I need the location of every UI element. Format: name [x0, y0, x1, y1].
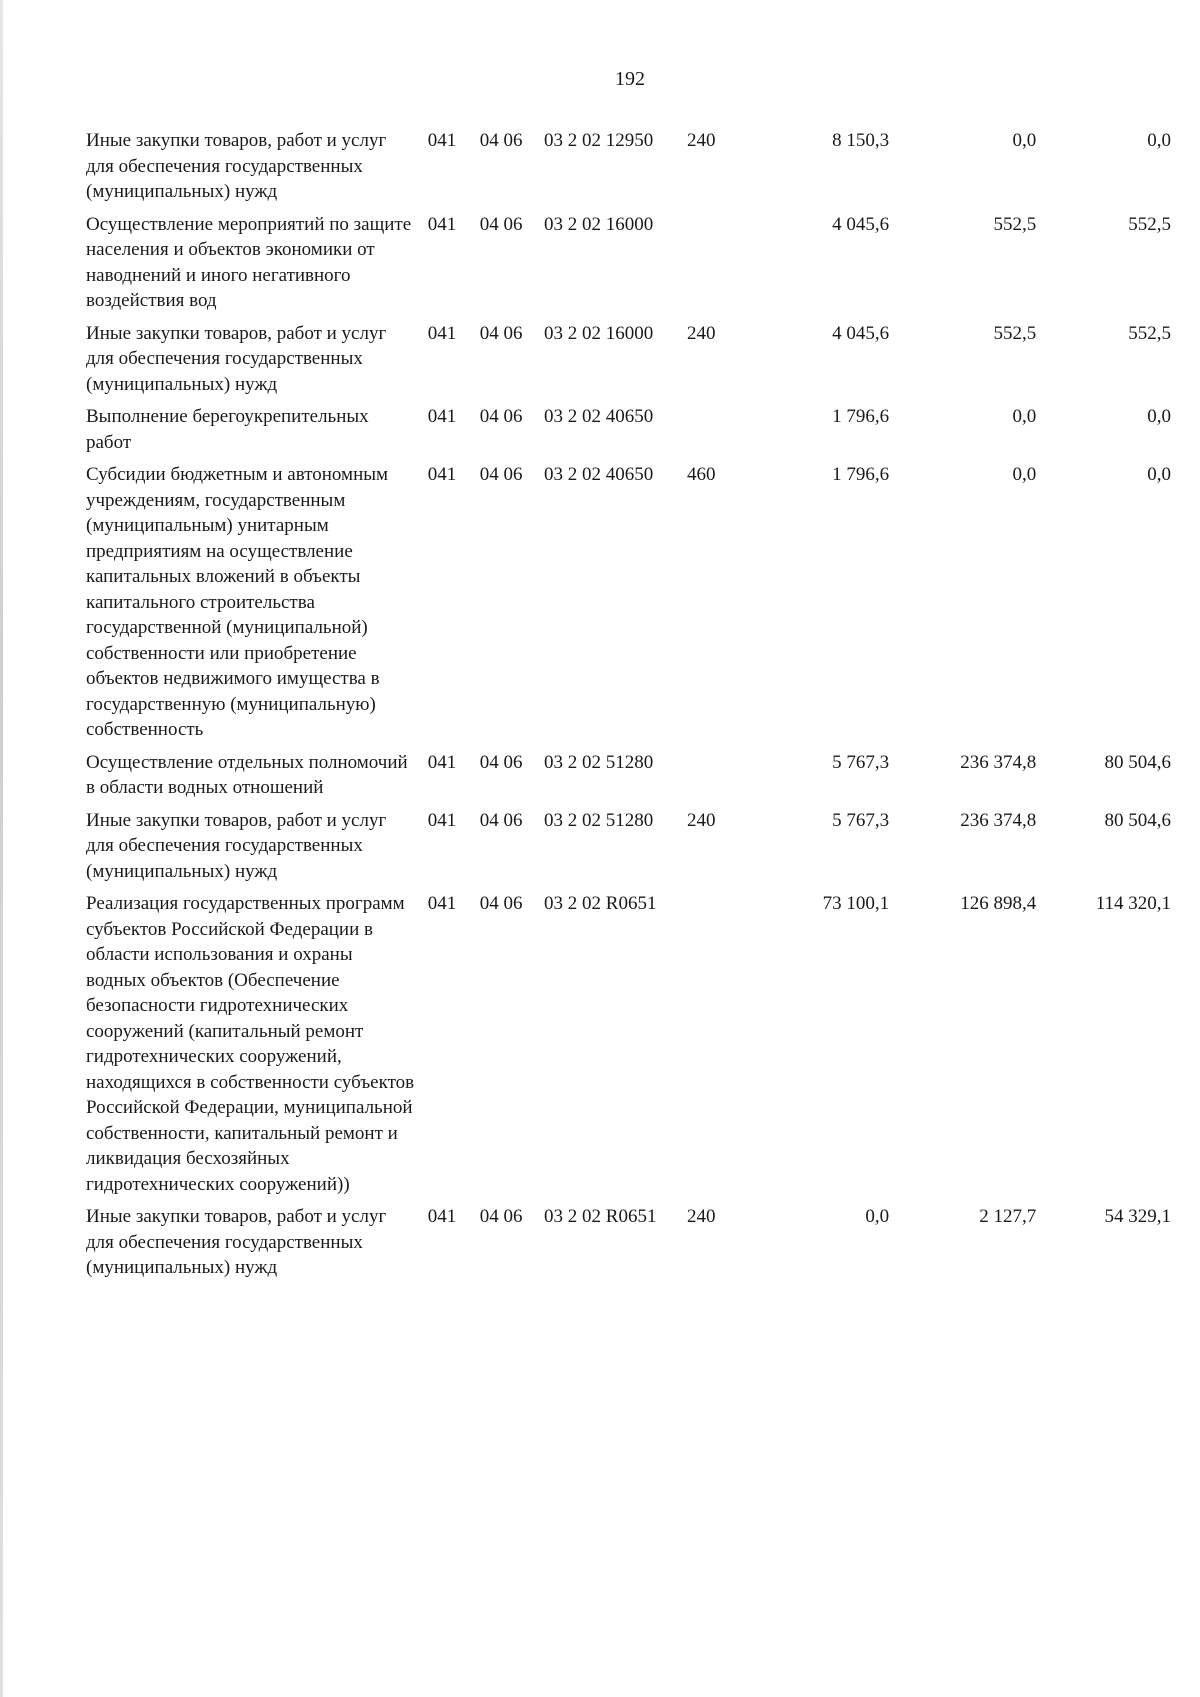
row-year1: 5 767,3 [832, 751, 890, 773]
row-year1: 1 796,6 [832, 406, 890, 427]
row-section: 04 06 [479, 464, 523, 485]
row-grbs: 041 [427, 893, 457, 914]
row-vr: 240 [687, 130, 716, 151]
row-grbs: 041 [427, 406, 457, 427]
row-year3: 114 320,1 [1095, 893, 1171, 914]
row-year1: 4 045,6 [832, 213, 890, 235]
row-vr [687, 212, 749, 321]
row-year3: 0,0 [1147, 406, 1171, 427]
row-section: 04 06 [479, 751, 523, 773]
row-year2: 126 898,4 [960, 893, 1037, 914]
row-grbs: 041 [427, 809, 457, 831]
row-year3: 54 329,1 [1104, 1206, 1171, 1227]
row-csr: 03 2 02 12950 [544, 130, 654, 151]
row-year2: 0,0 [1012, 464, 1037, 485]
table-row [86, 891, 1171, 1204]
row-grbs: 041 [427, 213, 457, 235]
row-year1: 4 045,6 [832, 322, 890, 344]
row-year2: 552,5 [993, 213, 1037, 235]
row-section: 04 06 [479, 213, 523, 235]
row-year3: 80 504,6 [1104, 751, 1171, 773]
row-year1: 73 100,1 [822, 893, 890, 914]
row-section: 04 06 [479, 406, 523, 427]
table-row [86, 750, 1171, 808]
row-year2: 552,5 [993, 322, 1037, 344]
row-csr: 03 2 02 51280 [544, 809, 654, 831]
table-row [86, 462, 1171, 750]
row-grbs: 041 [427, 751, 457, 773]
row-name: Реализация государственных программ субъектов Российской Федерации в области использования и охраны водных объектов (Обеспечение безопасности гидротехнических сооружений (капитальный ремонт гидротехнических сооружений, находящихся в собственности субъектов Российской Федерации, муниципальной собственности, капитальный ремонт и ликвидация бесхозяйных гидротехнических сооружений)) [86, 893, 415, 1195]
row-year1: 1 796,6 [832, 464, 890, 485]
row-grbs: 041 [427, 464, 457, 485]
row-csr: 03 2 02 51280 [544, 751, 654, 773]
row-section: 04 06 [479, 130, 523, 151]
row-vr: 240 [687, 809, 716, 831]
row-vr: 460 [687, 464, 716, 485]
table-row [86, 1204, 1171, 1288]
row-vr [687, 750, 749, 808]
table-row [86, 321, 1171, 405]
budget-table [86, 128, 1171, 1288]
row-name: Осуществление мероприятий по защите населения и объектов экономики от наводнений и иного негативного воздействия вод [86, 213, 412, 311]
table-row [86, 128, 1171, 212]
row-vr [687, 891, 749, 1204]
row-name: Выполнение берегоукрепительных работ [86, 406, 369, 453]
row-name: Иные закупки товаров, работ и услуг для обеспечения государственных (муниципальных) нужд [86, 1206, 387, 1278]
scan-edge [0, 0, 3, 1697]
row-year1: 8 150,3 [832, 130, 890, 151]
row-year1: 5 767,3 [832, 809, 890, 831]
row-csr: 03 2 02 R0651 [544, 1206, 657, 1227]
row-csr: 03 2 02 40650 [544, 464, 654, 485]
row-csr: 03 2 02 16000 [544, 213, 654, 235]
row-name: Субсидии бюджетным и автономным учреждениям, государственным (муниципальным) унитарным предприятиям на осуществление капитальных вложений в объекты капитального строительства государственной (муниципальной) собственности или приобретение объектов недвижимого имущества в государственную (муниципальную) собственность [86, 464, 389, 740]
row-csr: 03 2 02 40650 [544, 406, 654, 427]
row-vr [687, 404, 749, 462]
row-year2: 2 127,7 [979, 1206, 1037, 1227]
row-year2: 0,0 [1012, 130, 1037, 151]
row-csr: 03 2 02 16000 [544, 322, 654, 344]
row-year3: 0,0 [1147, 464, 1171, 485]
row-year3: 0,0 [1147, 130, 1171, 151]
row-year2: 236 374,8 [960, 751, 1037, 773]
row-year3: 552,5 [1128, 322, 1171, 344]
row-grbs: 041 [427, 130, 457, 151]
row-grbs: 041 [427, 1206, 457, 1227]
page-number: 192 [615, 68, 645, 90]
table-body [86, 128, 1171, 1288]
row-vr: 240 [687, 1206, 716, 1227]
row-name: Осуществление отдельных полномочий в области водных отношений [86, 751, 408, 798]
row-name: Иные закупки товаров, работ и услуг для обеспечения государственных (муниципальных) нужд [86, 809, 387, 882]
row-vr: 240 [687, 322, 716, 344]
row-year2: 0,0 [1012, 406, 1037, 427]
table-row [86, 404, 1171, 462]
table-row [86, 212, 1171, 321]
row-name: Иные закупки товаров, работ и услуг для обеспечения государственных (муниципальных) нужд [86, 322, 387, 395]
row-csr: 03 2 02 R0651 [544, 893, 657, 914]
row-year3: 552,5 [1128, 213, 1171, 235]
row-section: 04 06 [479, 1206, 523, 1227]
row-grbs: 041 [427, 322, 457, 344]
row-section: 04 06 [479, 893, 523, 914]
row-year1: 0,0 [865, 1206, 890, 1227]
table-row [86, 808, 1171, 892]
row-name: Иные закупки товаров, работ и услуг для обеспечения государственных (муниципальных) нужд [86, 130, 387, 202]
row-section: 04 06 [479, 322, 523, 344]
row-year3: 80 504,6 [1104, 809, 1171, 831]
row-section: 04 06 [479, 809, 523, 831]
row-year2: 236 374,8 [960, 809, 1037, 831]
